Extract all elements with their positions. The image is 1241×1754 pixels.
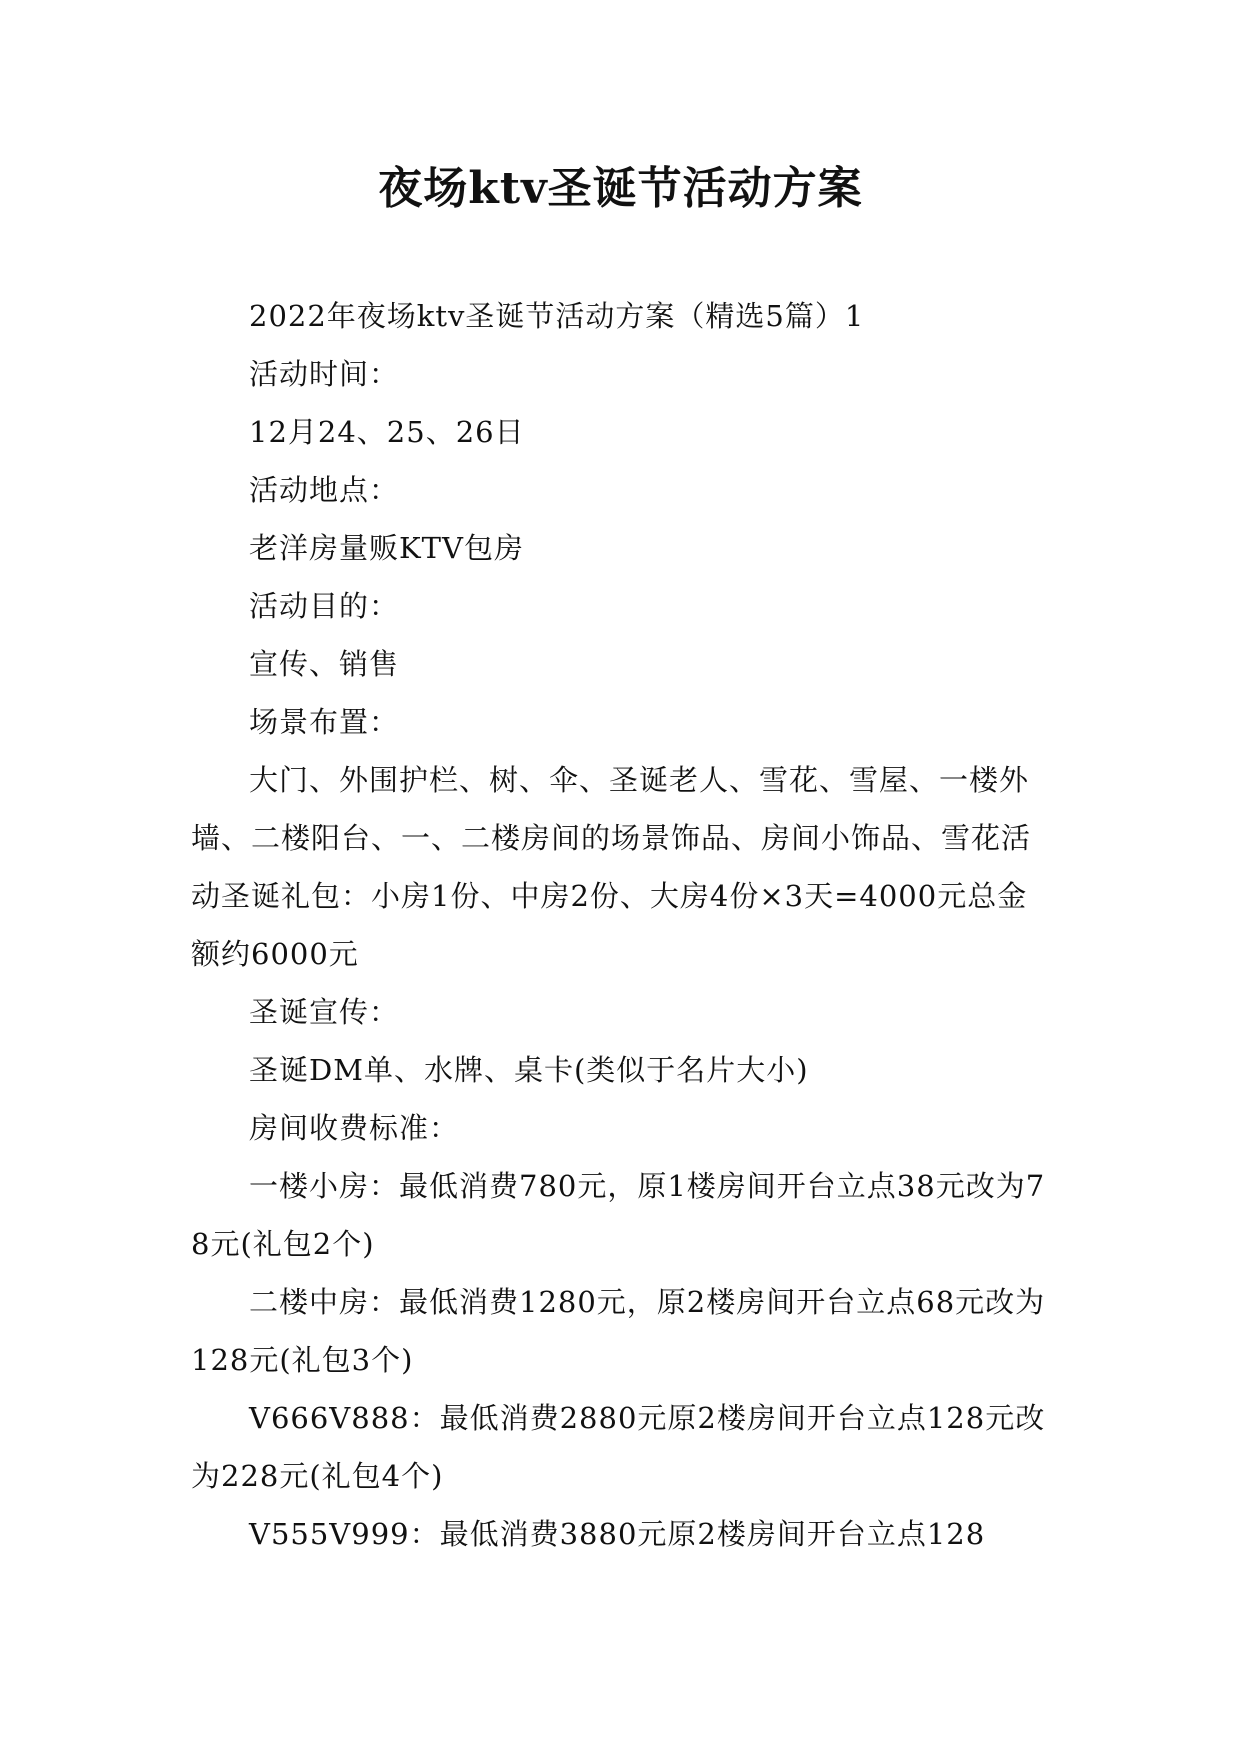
document-title: 夜场ktv圣诞节活动方案 <box>378 163 863 214</box>
paragraph-purpose-label: 活动目的： <box>249 589 400 623</box>
paragraph-fee-v666-v888: V666V888：最低消费2880元原2楼房间开台立点128元改为228元(礼包4个) <box>191 1401 1046 1493</box>
paragraph-fee-small-room: 一楼小房：最低消费780元，原1楼房间开台立点38元改为78元(礼包2个) <box>191 1169 1046 1261</box>
paragraph-location-value: 老洋房量贩KTV包房 <box>249 531 524 565</box>
paragraph-fee-label: 房间收费标准： <box>249 1111 460 1145</box>
paragraph-fee-v555-v999: V555V999：最低消费3880元原2楼房间开台立点128 <box>249 1517 986 1551</box>
paragraph-location-label: 活动地点： <box>249 473 400 507</box>
paragraph-time-label: 活动时间： <box>249 357 400 391</box>
paragraph-purpose-value: 宣传、销售 <box>249 647 400 681</box>
paragraph-scene-value: 大门、外围护栏、树、伞、圣诞老人、雪花、雪屋、一楼外墙、二楼阳台、一、二楼房间的场景饰品、房间小饰品、雪花活动圣诞礼包：小房1份、中房2份、大房4份×3天=4000元总金额约6000元 <box>191 763 1032 971</box>
paragraph-scene-label: 场景布置： <box>249 705 400 739</box>
paragraph-fee-medium-room: 二楼中房：最低消费1280元，原2楼房间开台立点68元改为128元(礼包3个) <box>191 1285 1046 1377</box>
paragraph-promo-label: 圣诞宣传： <box>249 995 400 1029</box>
paragraph-time-value: 12月24、25、26日 <box>249 415 525 449</box>
paragraph-promo-value: 圣诞DM单、水牌、桌卡(类似于名片大小) <box>249 1053 809 1087</box>
paragraph-intro: 2022年夜场ktv圣诞节活动方案（精选5篇）1 <box>249 299 865 333</box>
